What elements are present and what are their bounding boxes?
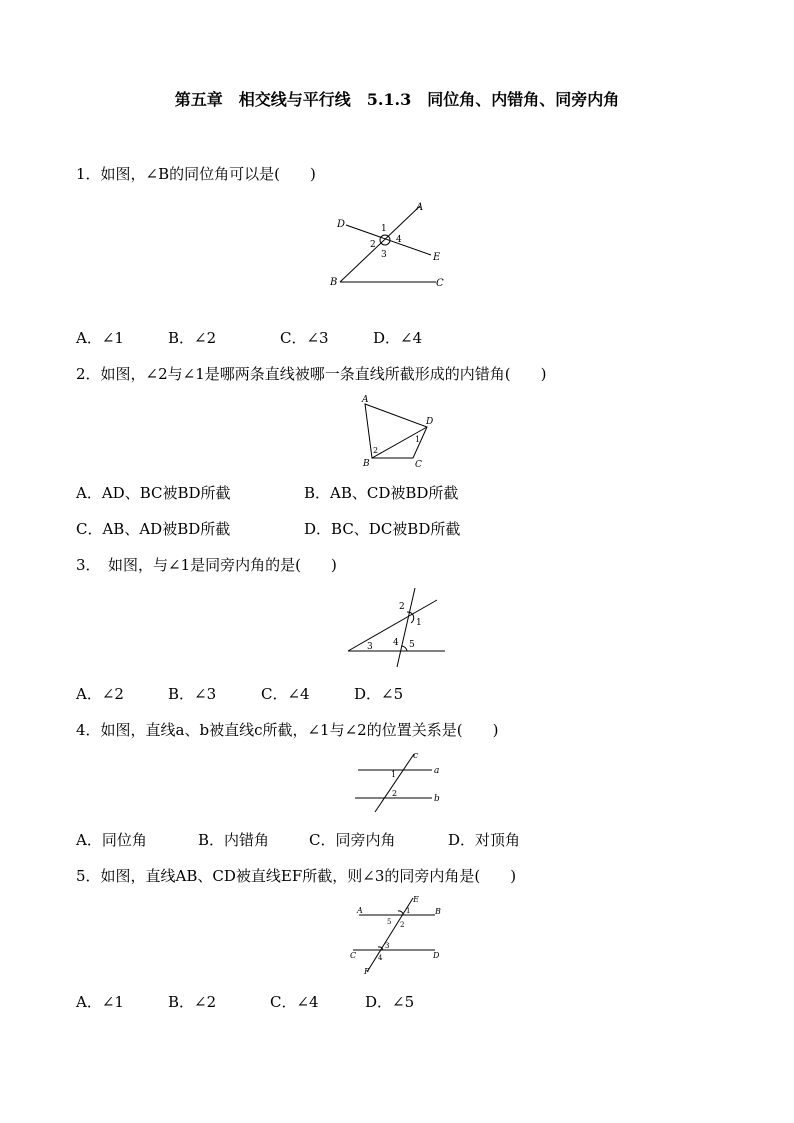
q2-label-C: C <box>415 460 422 470</box>
q3-option-c[interactable]: C．∠4 <box>261 685 310 703</box>
q1-label-B: B <box>330 277 338 288</box>
q5-label-E: E <box>413 895 419 904</box>
q1-label-E: E <box>433 252 441 263</box>
question-3-stem: 3． 如图，与∠1是同旁内角的是( ) <box>76 556 337 574</box>
q2-angle-1: 1 <box>415 435 421 444</box>
q2-label-A: A <box>362 395 369 405</box>
q3-angle-5: 5 <box>409 640 415 650</box>
q5-angle-2: 2 <box>400 921 405 929</box>
q4-angle-1: 1 <box>391 770 397 779</box>
q5-label-D: D <box>433 951 440 960</box>
q3-option-d[interactable]: D．∠5 <box>354 685 404 703</box>
q2-label-D: D <box>426 417 434 427</box>
q5-angle-5: 5 <box>387 918 392 926</box>
q4-option-b[interactable]: B．内错角 <box>198 831 270 849</box>
q3-angle-2: 2 <box>399 602 405 612</box>
question-4-stem: 4．如图，直线a、b被直线c所截，∠1与∠2的位置关系是( ) <box>76 721 499 739</box>
q5-label-F: F <box>364 967 370 976</box>
q2-option-d[interactable]: D．BC、DC被BD所截 <box>304 520 461 538</box>
q4-label-a: a <box>434 766 440 776</box>
q5-angle-4: 4 <box>378 954 383 962</box>
q1-option-a[interactable]: A．∠1 <box>76 329 124 347</box>
question-3-figure <box>345 585 450 670</box>
q5-label-A: A <box>357 906 363 915</box>
q5-option-b[interactable]: B．∠2 <box>168 993 217 1011</box>
q3-option-a[interactable]: A．∠2 <box>76 685 124 703</box>
q5-option-d[interactable]: D．∠5 <box>365 993 415 1011</box>
question-4-figure <box>350 748 450 816</box>
q3-angle-1: 1 <box>416 618 422 628</box>
q2-angle-2: 2 <box>373 446 379 455</box>
q1-option-d[interactable]: D．∠4 <box>373 329 423 347</box>
q2-option-b[interactable]: B．AB、CD被BD所截 <box>304 484 459 502</box>
question-1-figure <box>326 198 456 293</box>
q4-label-b: b <box>434 794 440 804</box>
q4-label-c: c <box>413 751 419 761</box>
question-5-figure <box>345 892 450 977</box>
q4-option-a[interactable]: A．同位角 <box>76 831 147 849</box>
question-2-figure <box>355 392 440 470</box>
q4-option-d[interactable]: D．对顶角 <box>448 831 521 849</box>
q1-angle-2: 2 <box>370 240 376 250</box>
q5-label-C: C <box>350 951 357 960</box>
page-title: 第五章 相交线与平行线 5.1.3 同位角、内错角、同旁内角 <box>174 90 620 109</box>
q5-label-B: B <box>435 907 441 916</box>
q1-angle-3: 3 <box>381 250 387 260</box>
q5-option-a[interactable]: A．∠1 <box>76 993 124 1011</box>
q5-angle-3: 3 <box>385 942 390 950</box>
q4-angle-2: 2 <box>392 789 398 798</box>
q2-option-c[interactable]: C．AB、AD被BD所截 <box>76 520 231 538</box>
q1-angle-4: 4 <box>396 235 402 245</box>
q2-option-a[interactable]: A．AD、BC被BD所截 <box>76 484 231 502</box>
q1-angle-1: 1 <box>381 224 387 234</box>
q3-angle-4: 4 <box>393 638 399 648</box>
q1-label-A: A <box>416 202 424 213</box>
q2-label-B: B <box>363 459 370 469</box>
q3-angle-3: 3 <box>367 642 373 652</box>
q1-label-C: C <box>436 278 444 289</box>
q1-option-c[interactable]: C．∠3 <box>280 329 329 347</box>
q5-angle-1: 1 <box>406 907 411 915</box>
q5-option-c[interactable]: C．∠4 <box>270 993 319 1011</box>
q4-option-c[interactable]: C．同旁内角 <box>309 831 396 849</box>
question-1-stem: 1．如图，∠B的同位角可以是( ) <box>76 165 316 183</box>
q3-option-b[interactable]: B．∠3 <box>168 685 217 703</box>
question-2-stem: 2．如图，∠2与∠1是哪两条直线被哪一条直线所截形成的内错角( ) <box>76 365 547 383</box>
q1-label-D: D <box>337 219 346 230</box>
question-5-stem: 5．如图，直线AB、CD被直线EF所截，则∠3的同旁内角是( ) <box>76 867 517 885</box>
q1-option-b[interactable]: B．∠2 <box>168 329 217 347</box>
